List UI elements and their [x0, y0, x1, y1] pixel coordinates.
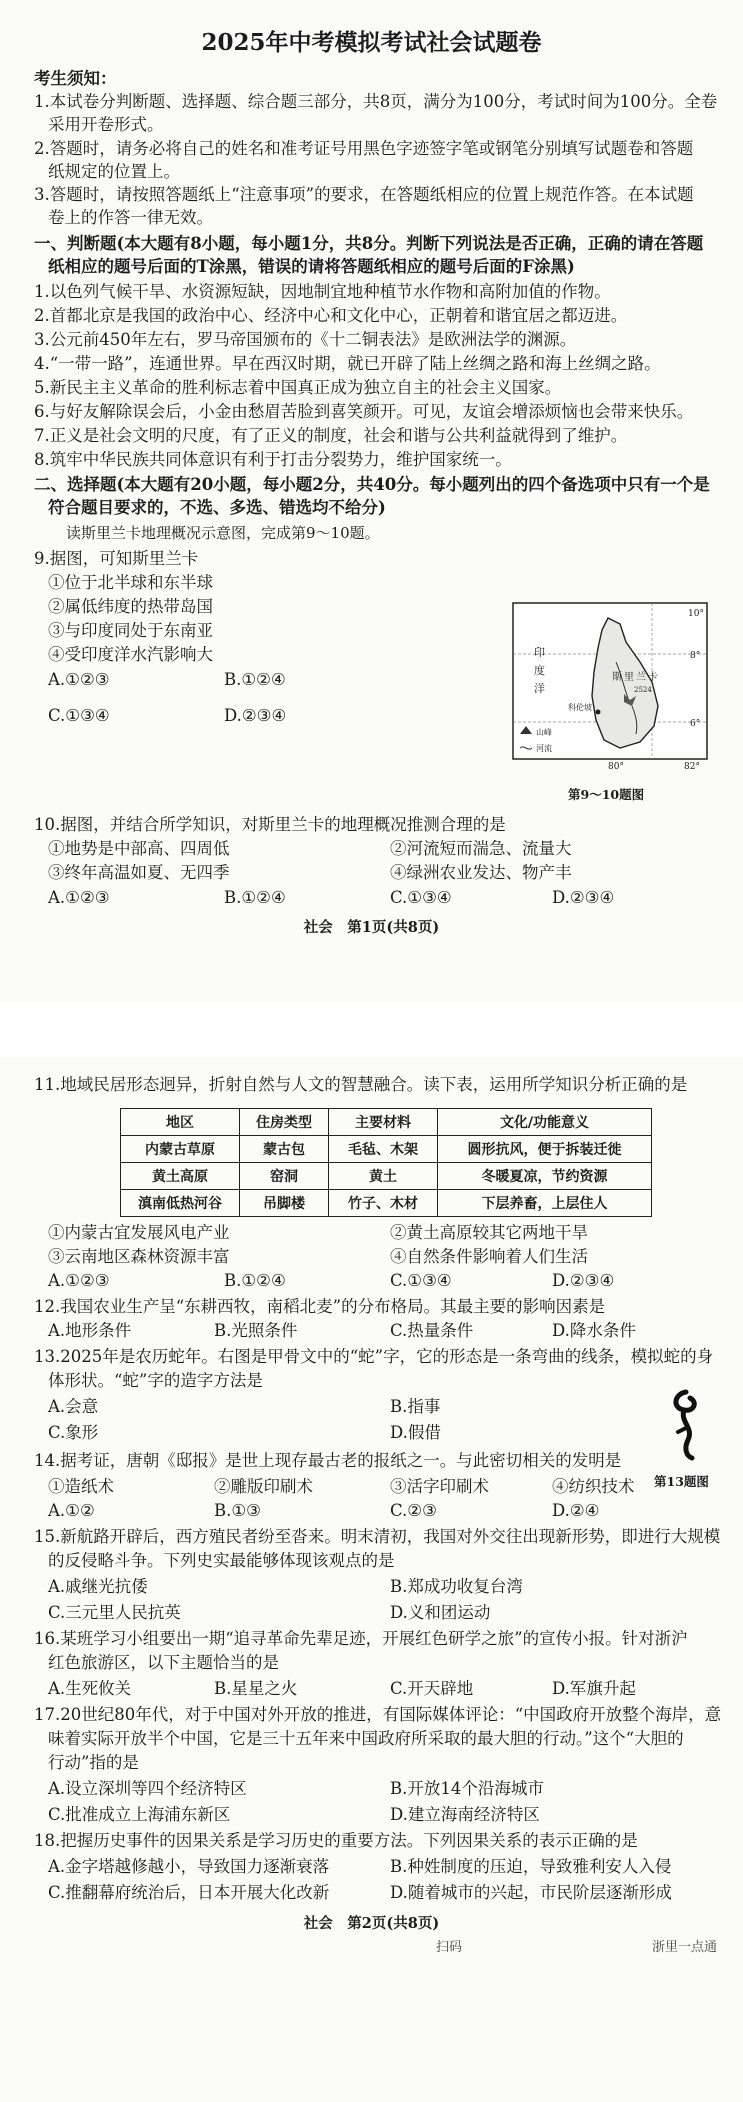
- q14-option: B.①③: [214, 1501, 261, 1520]
- section1-heading: 一、判断题(本大题有8小题，每小题1分，共8分。判断下列说法是否正确，正确的请在答题: [34, 234, 704, 253]
- q13-option: C.象形: [48, 1423, 99, 1442]
- q12-stem: 12.我国农业生产呈“东耕西牧，南稻北麦”的分布格局。其最主要的影响因素是: [34, 1297, 606, 1316]
- q15-option: B.郑成功收复台湾: [390, 1577, 523, 1596]
- map-lon-82: 82°: [684, 762, 700, 772]
- q18-option: A.金字塔越修越小，导致国力逐渐衰落: [48, 1857, 330, 1876]
- q13-stem: 13.2025年是农历蛇年。右图是甲骨文中的“蛇”字，它的形态是一条弯曲的线条，模拟蛇的身: [34, 1347, 714, 1366]
- table-cell: 内蒙古草原: [121, 1136, 240, 1163]
- q9-option: D.②③④: [224, 706, 287, 725]
- q12-option: A.地形条件: [48, 1321, 132, 1340]
- q11-option: A.①②③: [48, 1271, 110, 1290]
- q13-caption: 第13题图: [654, 1474, 709, 1489]
- sri-lanka-map: [512, 602, 708, 783]
- q18-stem: 18.把握历史事件的因果关系是学习历史的重要方法。下列因果关系的表示正确的是: [34, 1831, 638, 1850]
- judge-item: 1.以色列气候干旱、水资源短缺，因地制宜地种植节水作物和高附加值的作物。: [34, 282, 611, 301]
- footer-mark: 扫码: [436, 1940, 463, 1955]
- q15-stem: 15.新航路开辟后，西方殖民者纷至沓来。明末清初，我国对外交往出现新形势，即进行大规模: [34, 1527, 721, 1546]
- table-cell: 滇南低热河谷: [121, 1190, 240, 1217]
- q11-option: C.①③④: [390, 1271, 452, 1290]
- oracle-snake-glyph-icon: [664, 1388, 710, 1462]
- q14-stem: 14.据考证，唐朝《邸报》是世上现存最古老的报纸之一。与此密切相关的发明是: [34, 1451, 622, 1470]
- q15-option: C.三元里人民抗英: [48, 1603, 181, 1622]
- table-header: 住房类型: [240, 1109, 329, 1136]
- q18-option: C.推翻幕府统治后，日本开展大化改新: [48, 1883, 330, 1902]
- q10-statement: ③终年高温如夏、无四季: [48, 863, 230, 882]
- map-label-du: 度: [534, 664, 545, 677]
- q12-option: D.降水条件: [552, 1321, 636, 1340]
- housing-table: [120, 1108, 652, 1217]
- q10-option: B.①②④: [224, 888, 286, 907]
- judge-item: 6.与好友解除误会后，小金由愁眉苦脸到喜笑颜开。可见，友谊会增添烦恼也会带来快乐。: [34, 402, 694, 421]
- q17-option: D.建立海南经济特区: [390, 1805, 540, 1824]
- q13-option: B.指事: [390, 1397, 441, 1416]
- exam-title: 2025年中考模拟考试社会试题卷: [201, 29, 542, 56]
- q9-option: A.①②③: [48, 670, 110, 689]
- table-header: 文化/功能意义: [438, 1109, 652, 1136]
- judge-item: 4.“一带一路”，连通世界。早在西汉时期，就已开辟了陆上丝绸之路和海上丝绸之路。: [34, 354, 661, 373]
- q10-option: C.①③④: [390, 888, 452, 907]
- notice-line: 纸规定的位置上。: [48, 162, 180, 181]
- q16-option: A.生死攸关: [48, 1679, 132, 1698]
- map-lat-6: 6°: [690, 719, 701, 729]
- map-legend-river: 河流: [536, 744, 552, 753]
- table-cell: 黄土高原: [121, 1163, 240, 1190]
- q9-stem: 9.据图，可知斯里兰卡: [34, 549, 199, 568]
- q11-statement: ③云南地区森林资源丰富: [48, 1247, 230, 1266]
- table-cell: 下层养畜，上层住人: [438, 1190, 652, 1217]
- section1-heading: 纸相应的题号后面的T涂黑，错误的请将答题纸相应的题号后面的F涂黑): [48, 257, 575, 276]
- table-cell: 圆形抗风，便于拆装迁徙: [438, 1136, 652, 1163]
- q15-option: D.义和团运动: [390, 1603, 491, 1622]
- notice-line: 2.答题时，请务必将自己的姓名和准考证号用黑色字迹签字笔或钢笔分别填写试题卷和答题: [34, 139, 694, 158]
- table-cell: 竹子、木材: [329, 1190, 438, 1217]
- q11-option: D.②③④: [552, 1271, 615, 1290]
- table-row: [121, 1163, 652, 1190]
- map-legend-peak: 山峰: [536, 728, 552, 737]
- q16-option: C.开天辟地: [390, 1679, 474, 1698]
- notice-line: 1.本试卷分判断题、选择题、综合题三部分，共8页，满分为100分，考试时间为100分。全卷: [34, 92, 718, 111]
- exam-page-1: [0, 0, 743, 1003]
- q17-stem: 行动”指的是: [48, 1753, 139, 1772]
- map-label-yin: 印: [534, 646, 545, 659]
- table-cell: 蒙古包: [240, 1136, 329, 1163]
- q12-option: B.光照条件: [214, 1321, 298, 1340]
- q9-statement: ③与印度同处于东南亚: [48, 621, 213, 640]
- q9-statement: ②属低纬度的热带岛国: [48, 597, 213, 616]
- judge-item: 2.首都北京是我国的政治中心、经济中心和文化中心，正朝着和谐宜居之都迈进。: [34, 306, 628, 325]
- q16-stem: 红色旅游区，以下主题恰当的是: [48, 1653, 279, 1672]
- judge-item: 7.正义是社会文明的尺度，有了正义的制度，社会和谐与公共利益就得到了维护。: [34, 426, 628, 445]
- q11-statement: ④自然条件影响着人们生活: [390, 1247, 588, 1266]
- q14-statement: ②雕版印刷术: [214, 1477, 313, 1496]
- q14-statement: ④纺织技术: [552, 1477, 635, 1496]
- q17-option: A.设立深圳等四个经济特区: [48, 1779, 247, 1798]
- map-instruction: 读斯里兰卡地理概况示意图，完成第9～10题。: [66, 524, 380, 542]
- notice-line: 采用开卷形式。: [48, 115, 164, 134]
- watermark: 浙里一点通: [652, 1940, 718, 1955]
- q16-option: D.军旗升起: [552, 1679, 636, 1698]
- q10-option: D.②③④: [552, 888, 615, 907]
- q14-option: A.①②: [48, 1501, 95, 1520]
- page-footer: 社会 第1页(共8页): [303, 919, 440, 936]
- q12-option: C.热量条件: [390, 1321, 474, 1340]
- q14-option: D.②④: [552, 1501, 600, 1520]
- table-cell: 黄土: [329, 1163, 438, 1190]
- q15-stem: 的反侵略斗争。下列史实最能够体现该观点的是: [48, 1551, 395, 1570]
- map-lat-10: 10°: [688, 609, 704, 619]
- q11-statement: ①内蒙古宜发展风电产业: [48, 1223, 230, 1242]
- judge-item: 3.公元前450年左右，罗马帝国颁布的《十二铜表法》是欧洲法学的渊源。: [34, 330, 577, 349]
- q10-statement: ①地势是中部高、四周低: [48, 839, 230, 858]
- q11-statement: ②黄土高原较其它两地干旱: [390, 1223, 588, 1242]
- q14-statement: ①造纸术: [48, 1477, 114, 1496]
- q10-statement: ④绿洲农业发达、物产丰: [390, 863, 572, 882]
- judge-item: 8.筑牢中华民族共同体意识有利于打击分裂势力，维护国家统一。: [34, 450, 512, 469]
- q17-stem: 17.20世纪80年代，对于中国对外开放的推进，有国际媒体评论：“中国政府开放整个海岸，意: [34, 1705, 722, 1724]
- notice-line: 3.答题时，请按照答题纸上“注意事项”的要求，在答题纸相应的位置上规范作答。在本试题: [34, 185, 694, 204]
- map-caption: 第9～10题图: [568, 787, 645, 802]
- q13-option: D.假借: [390, 1423, 441, 1442]
- table-cell: 吊脚楼: [240, 1190, 329, 1217]
- page-footer: 社会 第2页(共8页): [303, 1915, 440, 1932]
- q16-stem: 16.某班学习小组要出一期“追寻革命先辈足迹，开展红色研学之旅”的宣传小报。针对浙沪: [34, 1629, 688, 1648]
- q14-statement: ③活字印刷术: [390, 1477, 489, 1496]
- q15-option: A.戚继光抗倭: [48, 1577, 148, 1596]
- q11-option: B.①②④: [224, 1271, 286, 1290]
- map-label-ka: 卡: [648, 672, 658, 683]
- notice-heading: 考生须知：: [34, 69, 117, 88]
- q11-stem: 11.地域民居形态迥异，折射自然与人文的智慧融合。读下表，运用所学知识分析正确的是: [34, 1075, 688, 1094]
- q14-option: C.②③: [390, 1501, 437, 1520]
- q18-option: D.随着城市的兴起，市民阶层逐渐形成: [390, 1883, 672, 1902]
- q18-option: B.种姓制度的压迫，导致雅利安人入侵: [390, 1857, 672, 1876]
- notice-line: 卷上的作答一律无效。: [48, 208, 213, 227]
- table-row: [121, 1190, 652, 1217]
- q16-option: B.星星之火: [214, 1679, 298, 1698]
- q17-option: B.开放14个沿海城市: [390, 1779, 544, 1798]
- q9-statement: ①位于北半球和东半球: [48, 573, 213, 592]
- table-header: 主要材料: [329, 1109, 438, 1136]
- map-label-li: 里: [624, 672, 634, 683]
- q17-stem: 味着实际开放半个中国，它是三十五年来中国政府所采取的最大胆的行动。”这个“大胆的: [48, 1729, 684, 1748]
- table-header-row: [121, 1109, 652, 1136]
- q17-option: C.批准成立上海浦东新区: [48, 1805, 231, 1824]
- table-cell: 窑洞: [240, 1163, 329, 1190]
- table-cell: 毛毡、木架: [329, 1136, 438, 1163]
- section2-heading: 符合题目要求的，不选、多选、错选均不给分): [48, 498, 386, 517]
- q9-option: C.①③④: [48, 706, 110, 725]
- table-header: 地区: [121, 1109, 240, 1136]
- map-label-si: 斯: [612, 672, 622, 683]
- section2-heading: 二、选择题(本大题有20小题，每小题2分，共40分。每小题列出的四个备选项中只有一个是: [34, 475, 710, 494]
- map-lon-80: 80°: [608, 762, 624, 772]
- q13-stem: 体形状。“蛇”字的造字方法是: [48, 1371, 263, 1390]
- table-row: [121, 1136, 652, 1163]
- table-cell: 冬暖夏凉，节约资源: [438, 1163, 652, 1190]
- map-lat-8: 8°: [690, 651, 701, 661]
- map-label-elevation: 2524: [634, 686, 652, 694]
- q10-statement: ②河流短而湍急、流量大: [390, 839, 572, 858]
- judge-item: 5.新民主主义革命的胜利标志着中国真正成为独立自主的社会主义国家。: [34, 378, 562, 397]
- q9-statement: ④受印度洋水汽影响大: [48, 645, 213, 664]
- map-label-yang: 洋: [534, 682, 545, 695]
- q9-option: B.①②④: [224, 670, 286, 689]
- q13-option: A.会意: [48, 1397, 99, 1416]
- page-gap: [0, 1003, 743, 1058]
- map-label-colombo: 科伦坡: [568, 703, 592, 712]
- q10-stem: 10.据图，并结合所学知识，对斯里兰卡的地理概况推测合理的是: [34, 815, 506, 834]
- map-label-lan: 兰: [636, 672, 646, 683]
- q10-option: A.①②③: [48, 888, 110, 907]
